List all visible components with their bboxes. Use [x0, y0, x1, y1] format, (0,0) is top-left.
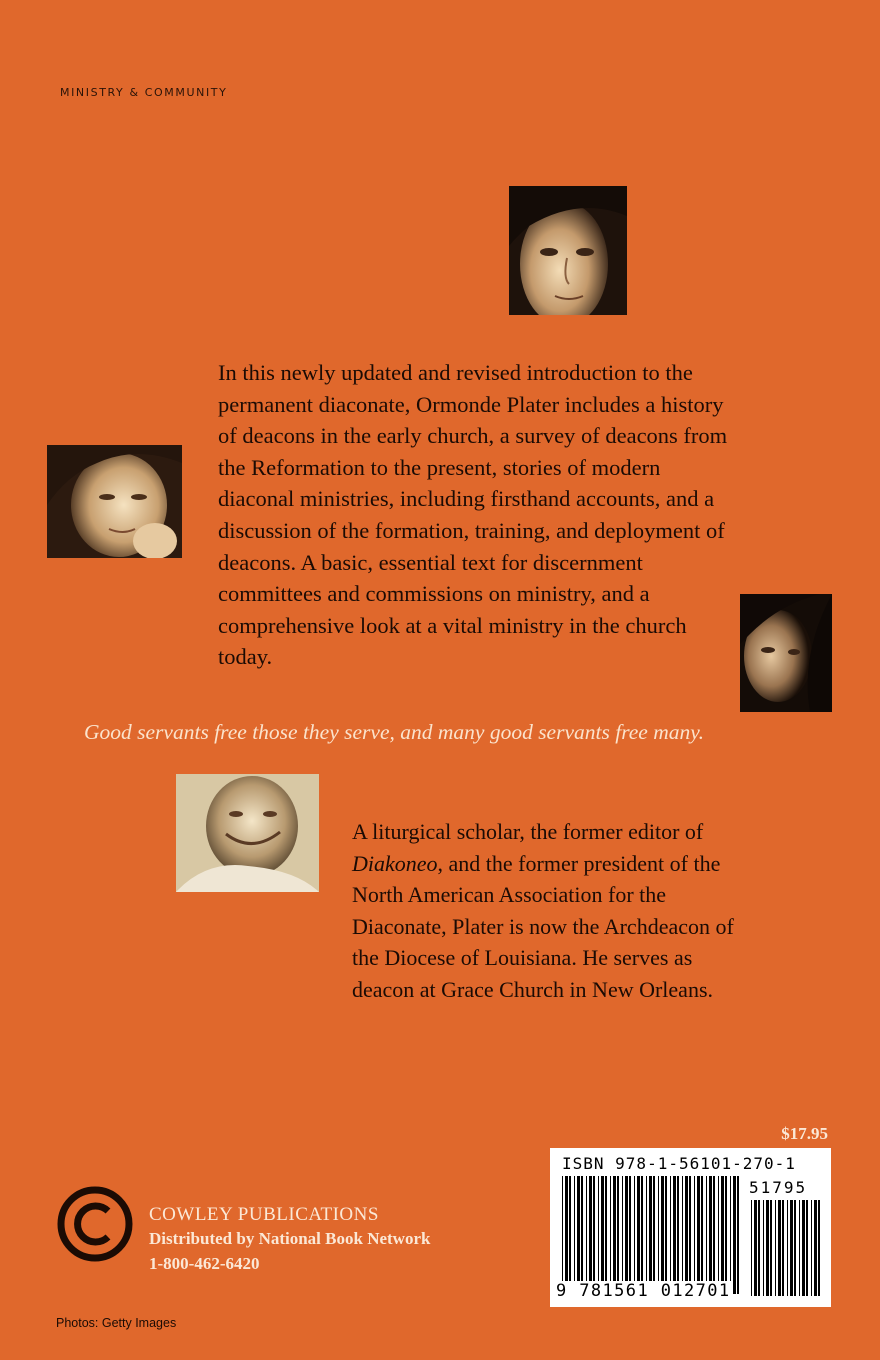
author-bio	[352, 816, 752, 1006]
author-bio-part2: , and the former president of the North American Association for the Diaconate, Plater is now the Archdeacon of the Diocese of Louisiana. He serves as deacon at Grace Church in New Orleans.	[352, 850, 734, 1002]
isbn-barcode	[550, 1148, 831, 1307]
category-label: MINISTRY & COMMUNITY	[60, 86, 228, 99]
barcode-addon-text: 51795	[749, 1178, 808, 1197]
portrait-photo-young-man	[509, 186, 627, 315]
barcode-main-bars	[560, 1176, 742, 1294]
copyright-logo-icon	[56, 1185, 134, 1263]
book-description: In this newly updated and revised introduction to the permanent diaconate, Ormonde Plater includes a history of deacons in the early church, a survey of deacons from the Reformation to the present, stories of modern diaconal ministries, including firsthand accounts, and a discussion of the formation, training, and deployment of deacons. A basic, essential text for discernment committees and commissions on ministry, and a comprehensive look at a vital ministry in the church today.	[218, 360, 728, 670]
price: $17.95	[781, 1124, 828, 1143]
publisher-name: COWLEY PUBLICATIONS	[149, 1204, 379, 1225]
pull-quote: Good servants free those they serve, and many good servants free many.	[84, 720, 704, 744]
author-bio-part1: A liturgical scholar, the former editor of	[352, 819, 704, 844]
author-bio-italic: Diakoneo	[352, 850, 438, 876]
barcode-addon-bars	[749, 1200, 821, 1296]
ean-digits: 9 781561 012701	[556, 1281, 731, 1301]
portrait-photo-older-man-smiling	[176, 774, 319, 892]
portrait-photo-woman-hand-on-chin	[47, 445, 182, 558]
publisher-phone: 1-800-462-6420	[149, 1254, 260, 1273]
isbn-text: ISBN 978-1-56101-270-1	[562, 1154, 796, 1173]
photo-credits: Photos: Getty Images	[56, 1316, 177, 1330]
portrait-photo-man-dark-hair	[740, 594, 832, 712]
publisher-distributor: Distributed by National Book Network	[149, 1229, 431, 1248]
